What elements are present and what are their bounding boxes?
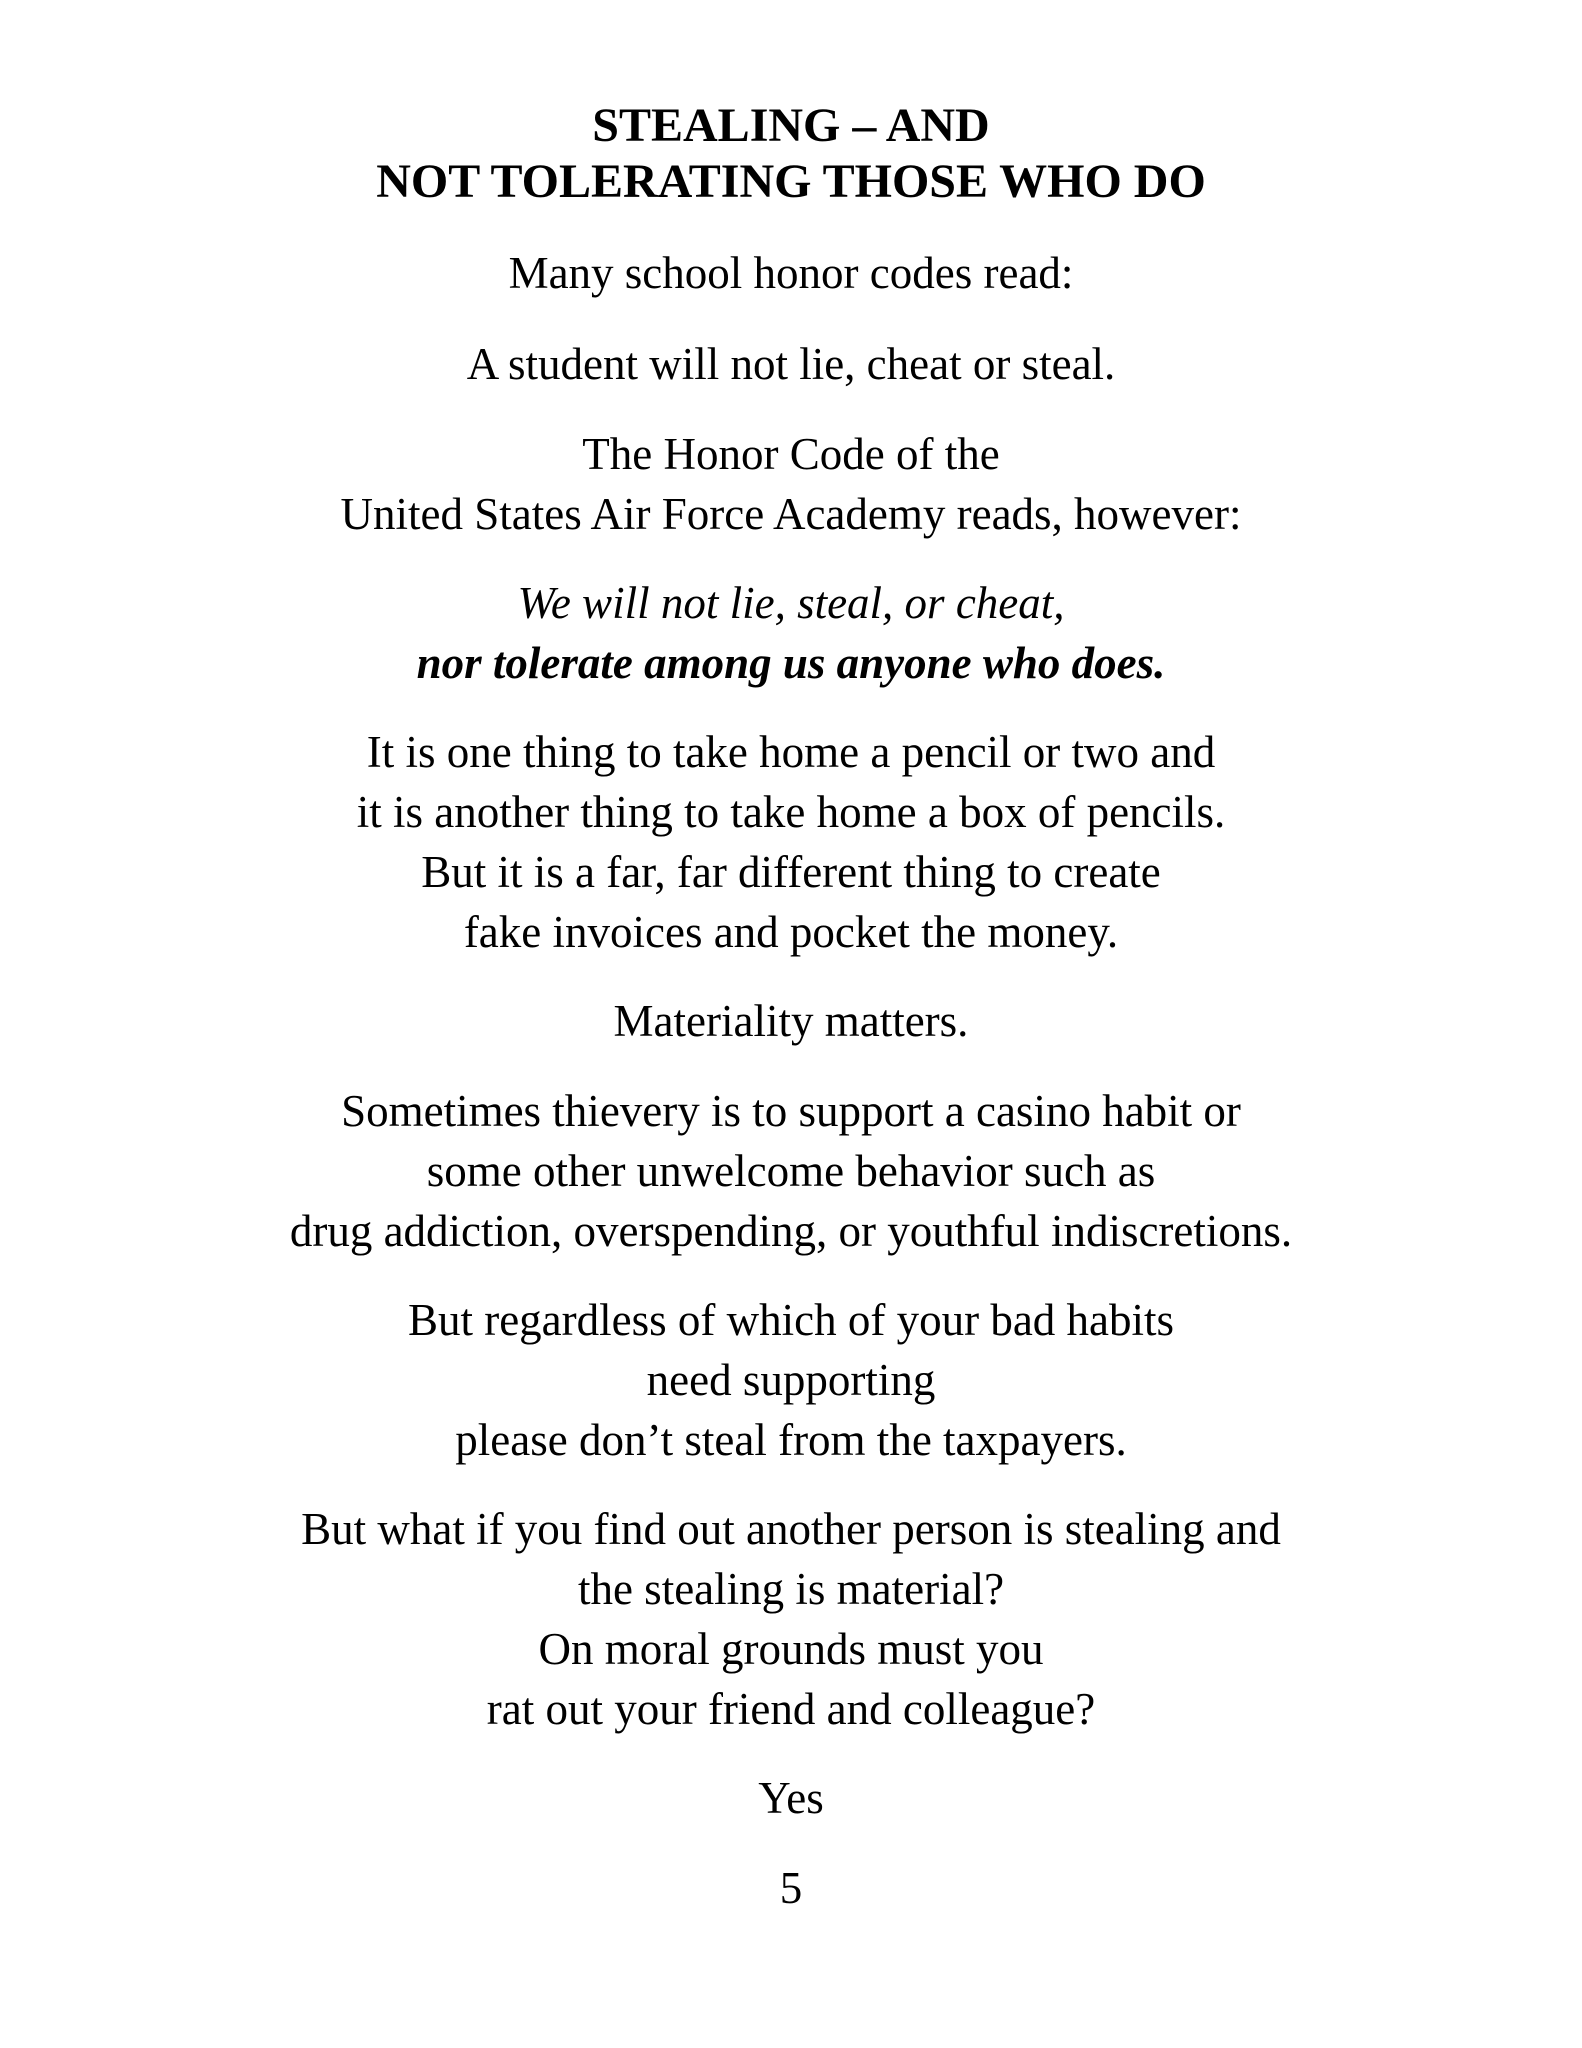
text-line: fake invoices and pocket the money. <box>463 907 1119 957</box>
text-line: need supporting <box>646 1355 936 1405</box>
paragraph-bad-habits <box>0 1290 1582 1470</box>
text-line: Many school honor codes read: <box>508 248 1074 298</box>
text-line: The Honor Code of the <box>582 429 1000 479</box>
paragraph-honor-codes-intro <box>0 243 1582 303</box>
text-line: some other unwelcome behavior such as <box>426 1146 1156 1196</box>
text-line: drug addiction, overspending, or youthful indiscretions. <box>289 1206 1293 1256</box>
code-quote-italic: We will not lie, steal, or cheat, <box>517 578 1065 628</box>
page-number: 5 <box>779 1863 803 1913</box>
text-line: But regardless of which of your bad habits <box>407 1295 1175 1345</box>
text-line: But what if you find out another person is stealing and <box>301 1504 1281 1554</box>
paragraph-thievery <box>0 1081 1582 1261</box>
paragraph-rat-out <box>0 1499 1582 1739</box>
text-line: Yes <box>758 1773 824 1823</box>
title-line-1: STEALING – AND <box>592 99 990 152</box>
text-line: On moral grounds must you <box>538 1624 1044 1674</box>
paragraph-materiality <box>0 991 1582 1051</box>
text-line: But it is a far, far different thing to create <box>421 847 1161 897</box>
text-line: it is another thing to take home a box of pencils. <box>356 787 1226 837</box>
paragraph-pencils <box>0 722 1582 962</box>
text-line: It is one thing to take home a pencil or two and <box>366 727 1216 777</box>
paragraph-yes <box>0 1768 1582 1828</box>
paragraph-student-code <box>0 334 1582 394</box>
paragraph-air-force-code <box>0 573 1582 693</box>
title-line-2: NOT TOLERATING THOSE WHO DO <box>376 155 1206 208</box>
text-line: the stealing is material? <box>577 1564 1005 1614</box>
text-line: Sometimes thievery is to support a casino habit or <box>341 1086 1241 1136</box>
text-line: rat out your friend and colleague? <box>486 1684 1096 1734</box>
page-title <box>0 98 1582 210</box>
text-line: please don’t steal from the taxpayers. <box>455 1415 1127 1465</box>
text-line: A student will not lie, cheat or steal. <box>466 339 1116 389</box>
paragraph-air-force-intro <box>0 424 1582 544</box>
text-line: United States Air Force Academy reads, however: <box>340 489 1242 539</box>
code-quote-bold-italic: nor tolerate among us anyone who does. <box>416 638 1166 688</box>
text-line: Materiality matters. <box>613 996 969 1046</box>
